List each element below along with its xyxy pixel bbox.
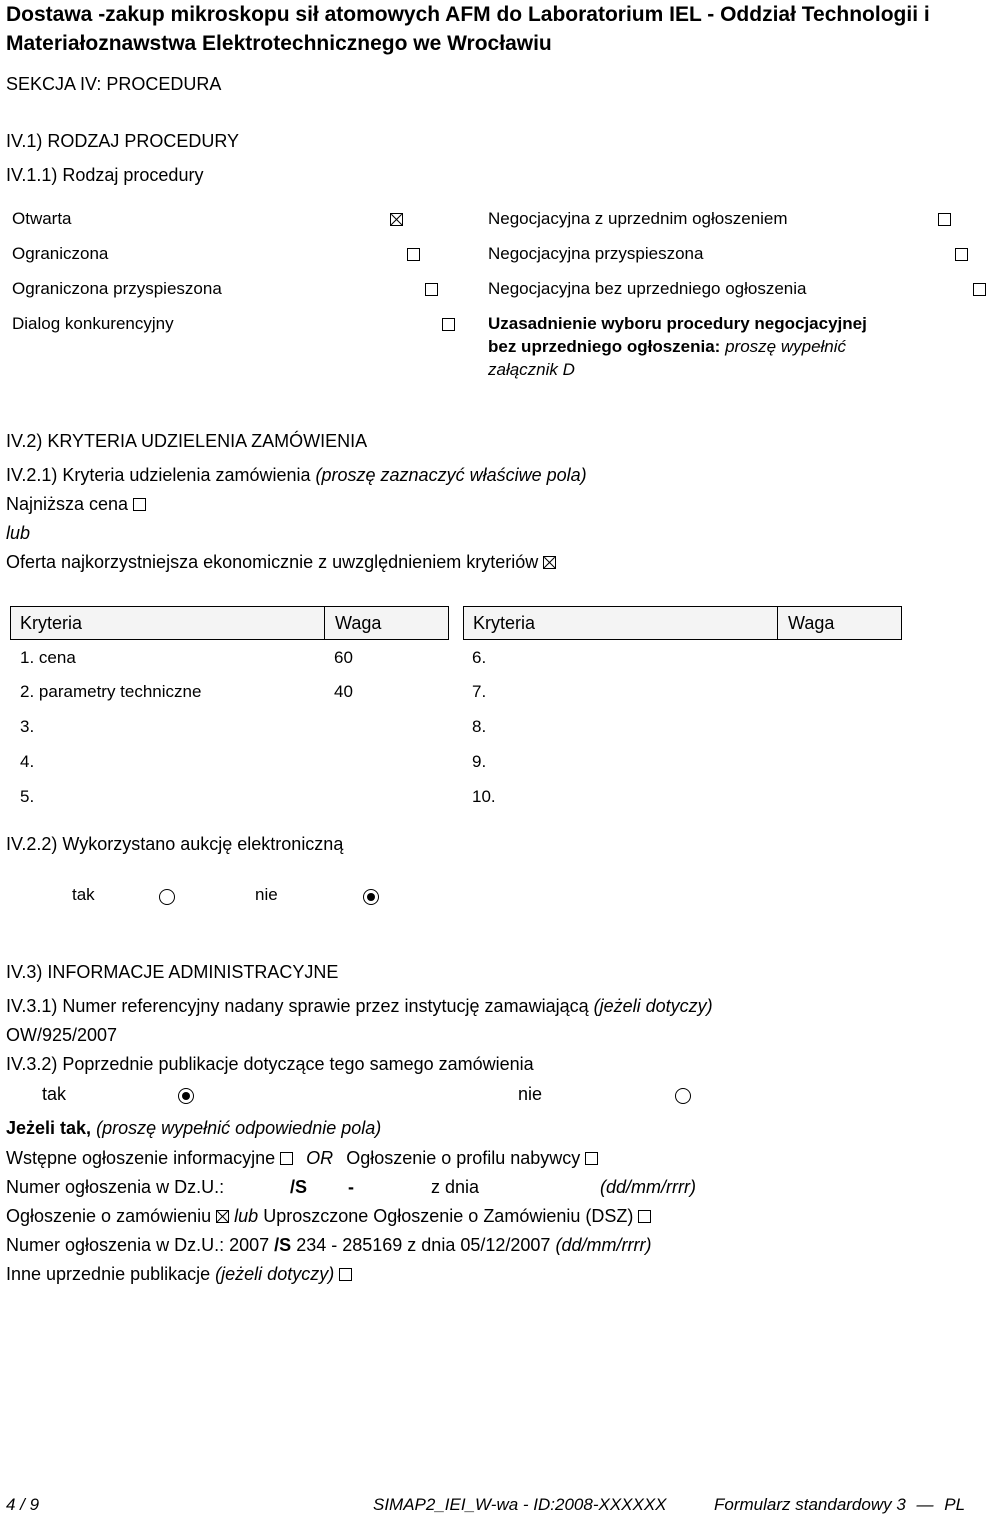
checkbox-restricted-accelerated[interactable] xyxy=(425,283,438,296)
criteria-row-4: 4. xyxy=(20,752,35,771)
buyer-profile-label: Ogłoszenie o profilu nabywcy xyxy=(346,1148,581,1168)
iv3-sub1 xyxy=(6,996,713,1017)
notice-number-2-rest: 234 - 285169 xyxy=(296,1235,403,1255)
footer-sep: — xyxy=(916,1495,934,1514)
if-yes-row xyxy=(6,1118,381,1139)
meat-label: Oferta najkorzystniejsza ekonomicznie z uwzględnieniem kryteriów xyxy=(6,552,539,572)
criteria-row-8: 8. xyxy=(472,717,487,736)
checkbox-simplified-notice[interactable] xyxy=(638,1210,651,1223)
justification-bold: bez uprzedniego ogłoszenia: xyxy=(488,337,721,356)
or-connector: OR xyxy=(306,1148,334,1168)
checkbox-competitive-dialogue[interactable] xyxy=(442,318,455,331)
criteria-row-2 xyxy=(20,682,201,702)
criteria-header-left xyxy=(10,606,449,640)
justification-line3: załącznik D xyxy=(488,360,575,379)
section-heading: SEKCJA IV: PROCEDURA xyxy=(6,74,222,94)
iv2-sub1 xyxy=(6,465,587,486)
procedure-negotiated-without: Negocjacyjna bez uprzedniego ogłoszenia xyxy=(488,279,807,298)
iv2-sub1-note: (proszę zaznaczyć właściwe pola) xyxy=(315,465,587,485)
auction-no-label: nie xyxy=(255,885,278,904)
checkbox-other-prev[interactable] xyxy=(339,1268,352,1281)
procedure-competitive-dialogue: Dialog konkurencyjny xyxy=(12,314,174,333)
notice-number-1-label: Numer ogłoszenia w Dz.U.: xyxy=(6,1177,225,1197)
checkbox-negotiated-without[interactable] xyxy=(973,283,986,296)
meat-row xyxy=(6,552,556,573)
checkbox-restricted[interactable] xyxy=(407,248,420,261)
notice-number-2-from: z dnia xyxy=(407,1235,456,1255)
prior-info-label: Wstępne ogłoszenie informacyjne xyxy=(6,1148,276,1168)
notice-number-1-dash: - xyxy=(348,1177,354,1197)
checkbox-meat[interactable] xyxy=(543,556,556,569)
procedure-restricted: Ograniczona xyxy=(12,244,109,263)
if-yes-label: Jeżeli tak, xyxy=(6,1118,92,1138)
criteria-name: cena xyxy=(38,648,76,667)
col-criteria-left: Kryteria xyxy=(20,613,83,633)
footer-id: SIMAP2_IEI_W-wa - ID:2008-XXXXXX xyxy=(373,1495,667,1514)
justification-line1: Uzasadnienie wyboru procedury negocjacyjnej xyxy=(488,314,867,333)
lub-connector: lub xyxy=(234,1206,259,1226)
contract-notice-row xyxy=(6,1206,651,1227)
checkbox-open[interactable] xyxy=(390,213,403,226)
checkbox-prior-info[interactable] xyxy=(280,1152,293,1165)
criteria-name: parametry techniczne xyxy=(38,682,202,701)
footer-page: 4 / 9 xyxy=(6,1495,40,1514)
publication-yes-label: tak xyxy=(42,1084,67,1104)
notice-number-1-s: /S xyxy=(290,1177,308,1197)
criteria-num: 2. xyxy=(20,682,35,701)
notice-number-2-format: (dd/mm/rrrr) xyxy=(555,1235,652,1255)
iv3-heading: IV.3) INFORMACJE ADMINISTRACYJNE xyxy=(6,962,339,982)
iv2-heading: IV.2) KRYTERIA UDZIELENIA ZAMÓWIENIA xyxy=(6,431,368,451)
checkbox-lowest-price[interactable] xyxy=(133,498,146,511)
procedure-restricted-accelerated: Ograniczona przyspieszona xyxy=(12,279,222,298)
publication-no-label: nie xyxy=(518,1084,543,1104)
lowest-price-label: Najniższa cena xyxy=(6,494,129,514)
contract-notice-label: Ogłoszenie o zamówieniu xyxy=(6,1206,212,1226)
lowest-price-row xyxy=(6,494,146,515)
procedure-negotiated-accelerated: Negocjacyjna przyspieszona xyxy=(488,244,704,263)
col-weight-right: Waga xyxy=(788,613,835,633)
notice-number-2-date: 05/12/2007 xyxy=(460,1235,551,1255)
criteria-weight-2: 40 xyxy=(334,682,353,701)
iv1-subheading: IV.1.1) Rodzaj procedury xyxy=(6,165,204,185)
criteria-num: 1. xyxy=(20,648,35,667)
other-prev-note: (jeżeli dotyczy) xyxy=(215,1264,335,1284)
procedure-negotiated-prior: Negocjacyjna z uprzednim ogłoszeniem xyxy=(488,209,788,228)
criteria-row-1 xyxy=(20,648,76,668)
footer-form-label: Formularz standardowy 3 xyxy=(714,1495,906,1514)
iv3-sub1-label: IV.3.1) Numer referencyjny nadany sprawie przez instytucję zamawiającą xyxy=(6,996,589,1016)
criteria-row-6: 6. xyxy=(472,648,487,667)
or-label: lub xyxy=(6,523,31,543)
iv3-sub2: IV.3.2) Poprzednie publikacje dotyczące tego samego zamówienia xyxy=(6,1054,534,1074)
checkbox-negotiated-accelerated[interactable] xyxy=(955,248,968,261)
iv1-heading: IV.1) RODZAJ PROCEDURY xyxy=(6,131,240,151)
notice-number-2-s: /S xyxy=(274,1235,292,1255)
reference-number: OW/925/2007 xyxy=(6,1025,118,1045)
criteria-row-7: 7. xyxy=(472,682,487,701)
col-weight-left: Waga xyxy=(335,613,382,633)
footer-form xyxy=(714,1495,965,1515)
criteria-weight-1: 60 xyxy=(334,648,353,667)
iv3-sub1-note: (jeżeli dotyczy) xyxy=(593,996,713,1016)
procedure-open: Otwarta xyxy=(12,209,72,228)
radio-publication-no[interactable] xyxy=(675,1088,691,1104)
document-title: Dostawa -zakup mikroskopu sił atomowych AFM do Laboratorium IEL - Oddział Technologii i Materiałoznawstwa Elektrotechnicznego we Wrocławiu xyxy=(6,3,930,55)
prior-info-row xyxy=(6,1148,598,1169)
checkbox-negotiated-prior[interactable] xyxy=(938,213,951,226)
radio-auction-yes[interactable] xyxy=(159,889,175,905)
notice-number-2-label: Numer ogłoszenia w Dz.U.: xyxy=(6,1235,225,1255)
iv2-sub2: IV.2.2) Wykorzystano aukcję elektroniczną xyxy=(6,834,344,854)
radio-auction-no[interactable] xyxy=(363,889,379,905)
justification-italic: proszę wypełnić xyxy=(725,337,847,356)
criteria-row-9: 9. xyxy=(472,752,487,771)
notice-number-1-format: (dd/mm/rrrr) xyxy=(600,1177,696,1197)
radio-publication-yes[interactable] xyxy=(178,1088,194,1104)
footer-lang: PL xyxy=(944,1495,966,1514)
notice-number-1-from: z dnia xyxy=(431,1177,480,1197)
checkbox-buyer-profile[interactable] xyxy=(585,1152,598,1165)
simplified-notice-label: Uproszczone Ogłoszenie o Zamówieniu (DSZ) xyxy=(263,1206,634,1226)
auction-yes-label: tak xyxy=(72,885,95,904)
other-prev-row xyxy=(6,1264,352,1285)
iv2-sub1-label: IV.2.1) Kryteria udzielenia zamówienia xyxy=(6,465,311,485)
criteria-row-5: 5. xyxy=(20,787,35,806)
notice-number-2-row xyxy=(6,1235,651,1256)
justification-line2 xyxy=(488,337,846,357)
criteria-row-3: 3. xyxy=(20,717,35,736)
criteria-row-10: 10. xyxy=(472,787,496,806)
col-criteria-right: Kryteria xyxy=(473,613,536,633)
if-yes-note: (proszę wypełnić odpowiednie pola) xyxy=(96,1118,382,1138)
notice-number-2-year: 2007 xyxy=(229,1235,270,1255)
checkbox-contract-notice[interactable] xyxy=(216,1210,229,1223)
other-prev-label: Inne uprzednie publikacje xyxy=(6,1264,211,1284)
criteria-header-right xyxy=(463,606,902,640)
